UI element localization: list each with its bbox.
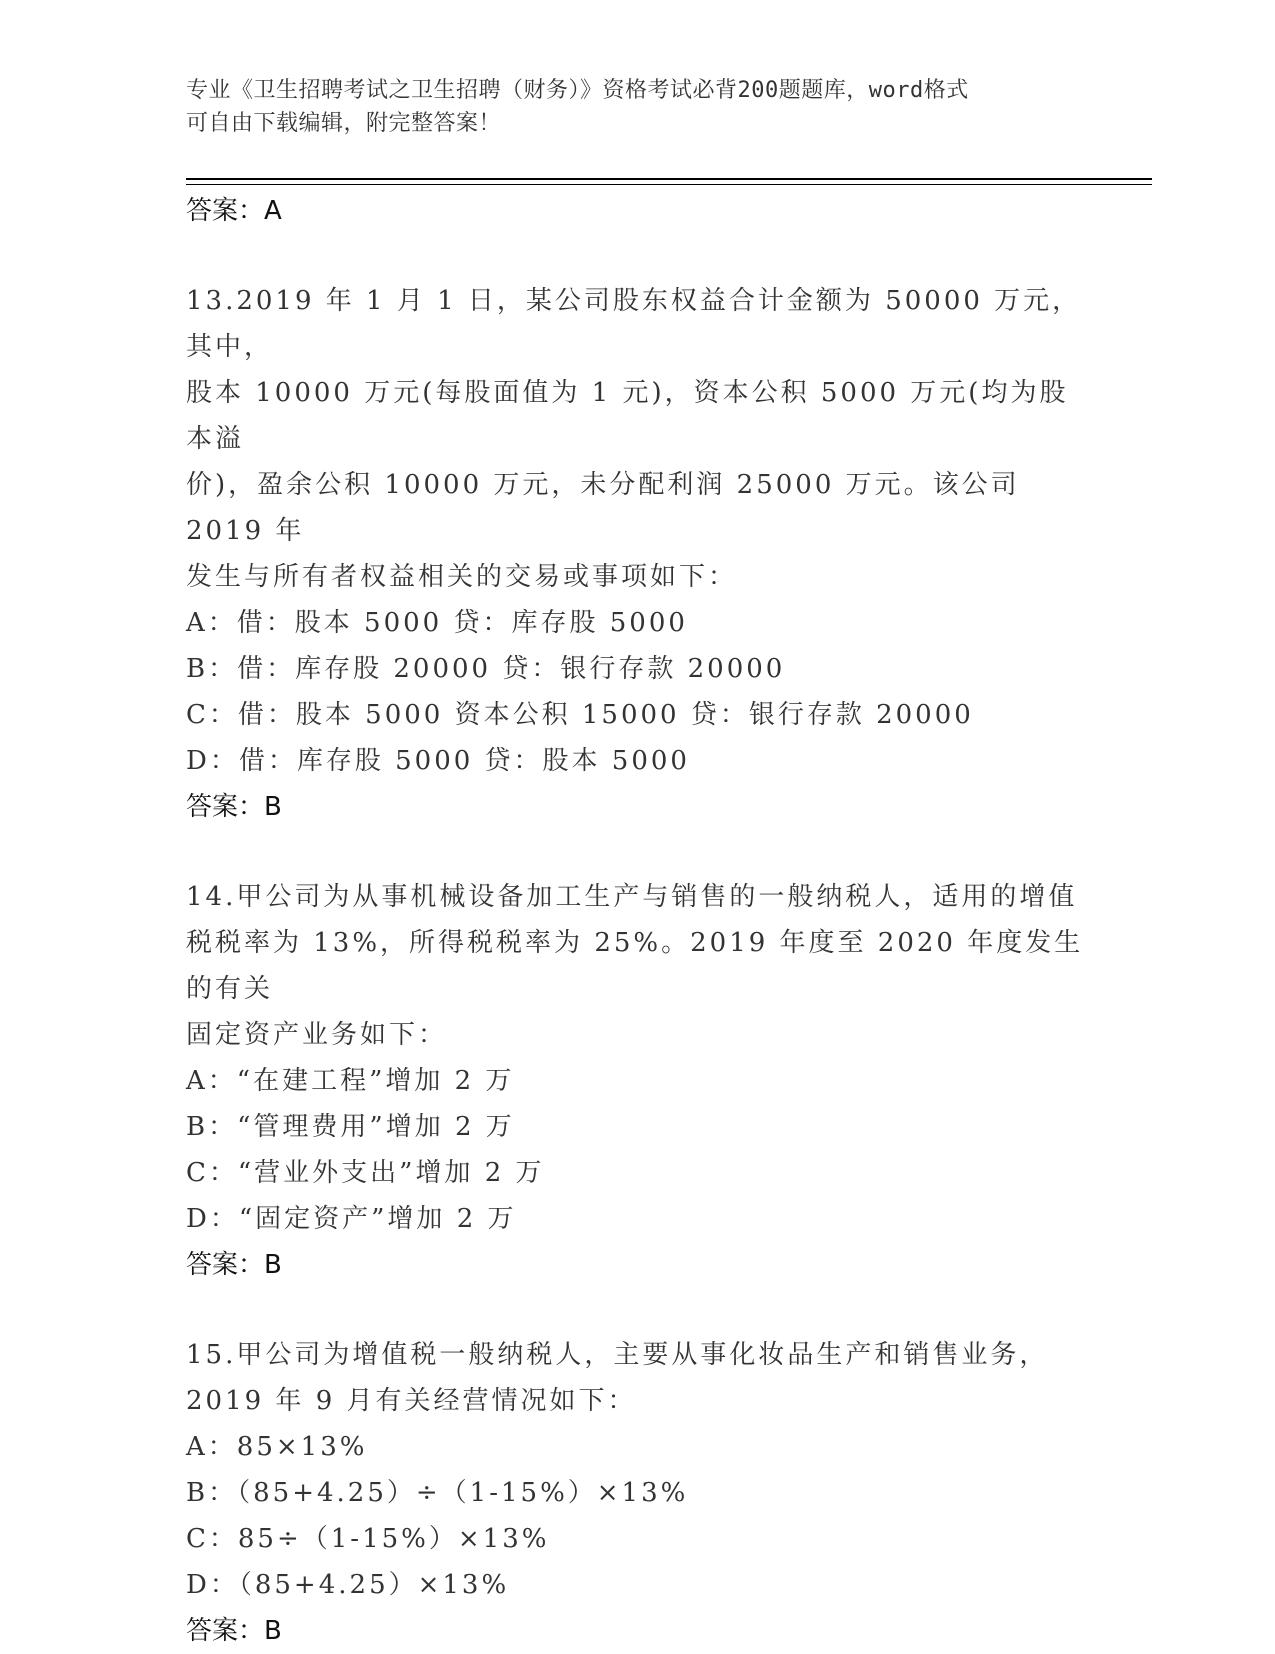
question-text-line: 税税率为 13%，所得税税率为 25%。2019 年度至 2020 年度发生的有关 xyxy=(186,928,1084,1004)
option-c: C：“营业外支出”增加 2 万 xyxy=(186,1158,545,1188)
header-line-1: 专业《卫生招聘考试之卫生招聘（财务）》资格考试必背200题题库，word格式 xyxy=(186,78,969,103)
question-text-line: 13.2019 年 1 月 1 日，某公司股东权益合计金额为 50000 万元，其中， xyxy=(186,286,1082,362)
option-b: B：“管理费用”增加 2 万 xyxy=(186,1112,515,1142)
option-d: D：“固定资产”增加 2 万 xyxy=(186,1204,517,1234)
option-c: C：85÷（1-15%）×13% xyxy=(186,1524,550,1554)
header-rule-thick xyxy=(186,178,1152,180)
question-text-line: 股本 10000 万元(每股面值为 1 元)，资本公积 5000 万元(均为股本溢 xyxy=(186,378,1069,454)
answer-label: 答案：B xyxy=(186,792,282,822)
option-a: A：借：股本 5000 贷：库存股 5000 xyxy=(186,608,688,638)
option-b: B：借：库存股 20000 贷：银行存款 20000 xyxy=(186,654,786,684)
document-body xyxy=(186,188,1086,1654)
option-a: A：“在建工程”增加 2 万 xyxy=(186,1066,515,1096)
option-d: D：借：库存股 5000 贷：股本 5000 xyxy=(186,746,690,776)
option-a: A：85×13% xyxy=(186,1432,368,1462)
question-15 xyxy=(186,1332,1086,1654)
question-text-line: 价)，盈余公积 10000 万元，未分配利润 25000 万元。该公司 2019 年 xyxy=(186,470,1020,546)
answer-label: 答案：A xyxy=(186,196,282,226)
header-rule-thin xyxy=(186,184,1152,185)
header-line-2: 可自由下载编辑，附完整答案！ xyxy=(186,111,502,136)
option-d: D：（85+4.25）×13% xyxy=(186,1570,510,1600)
question-text-line: 14.甲公司为从事机械设备加工生产与销售的一般纳税人，适用的增值 xyxy=(186,882,1078,912)
question-text-line: 发生与所有者权益相关的交易或事项如下： xyxy=(186,562,738,592)
question-14 xyxy=(186,874,1086,1288)
question-13 xyxy=(186,278,1086,830)
answer-label: 答案：B xyxy=(186,1616,282,1646)
answer-label: 答案：B xyxy=(186,1250,282,1280)
option-c: C：借：股本 5000 资本公积 15000 贷：银行存款 20000 xyxy=(186,700,974,730)
question-text-line: 固定资产业务如下： xyxy=(186,1020,448,1050)
question-text-line: 2019 年 9 月有关经营情况如下： xyxy=(186,1386,637,1416)
question-text-line: 15.甲公司为增值税一般纳税人，主要从事化妆品生产和销售业务， xyxy=(186,1340,1049,1370)
option-b: B：（85+4.25）÷（1-15%）×13% xyxy=(186,1478,689,1508)
document-header xyxy=(186,74,1086,140)
